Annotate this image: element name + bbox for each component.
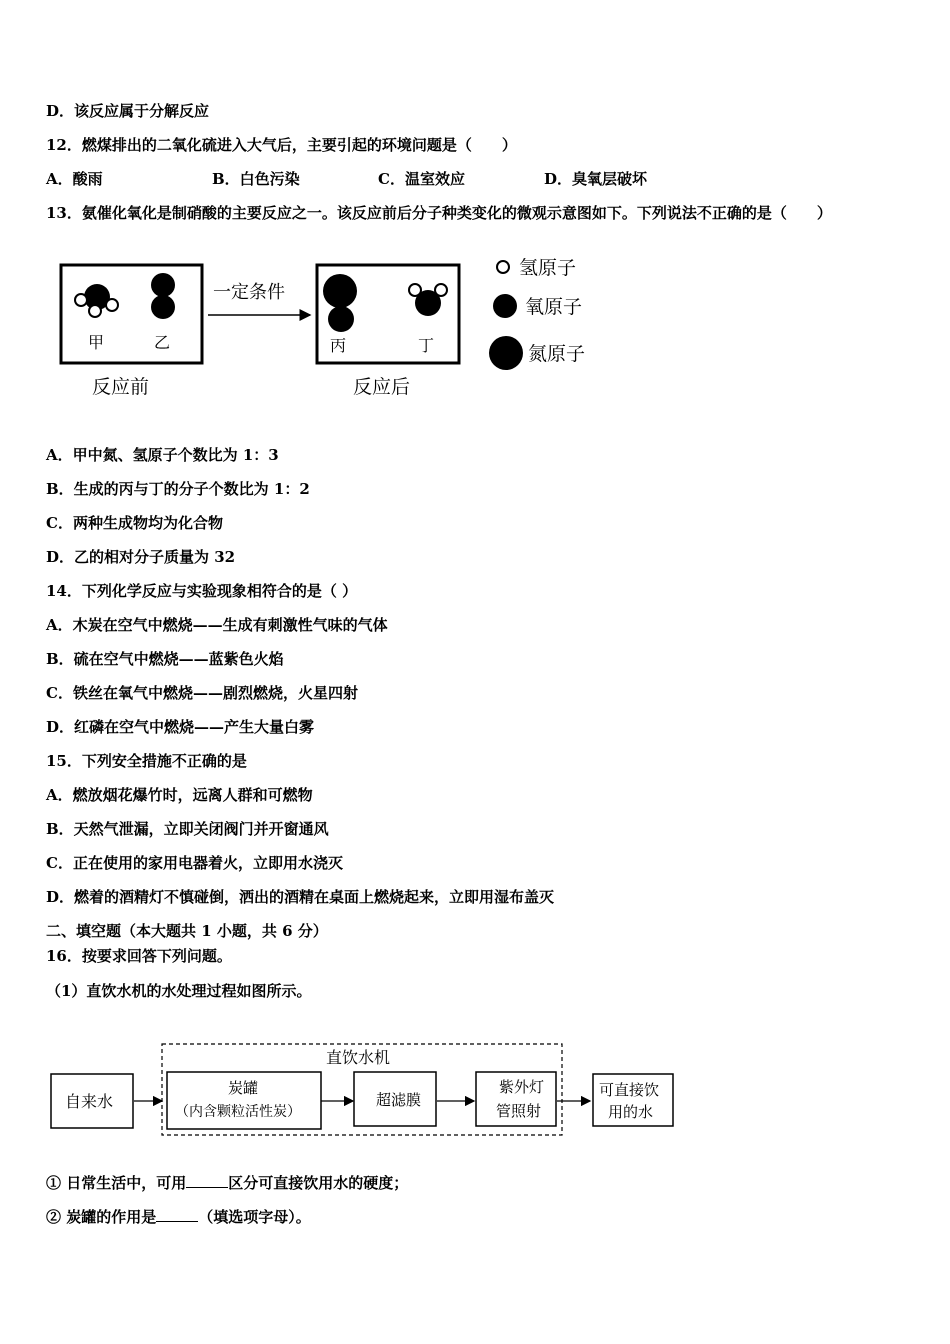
- box-tap-water-label: 自来水: [65, 1092, 114, 1111]
- legend-hydrogen: [497, 257, 576, 279]
- q12-option-c: C．温室效应: [378, 170, 465, 188]
- box-drinking-line2: 用的水: [608, 1103, 654, 1121]
- q13-option-c: C．两种生成物均为化合物: [46, 514, 223, 532]
- legend-oxygen: [493, 294, 582, 318]
- molecule-jia: [75, 284, 118, 317]
- legend-nitrogen: [489, 336, 585, 370]
- reaction-diagram: [0, 245, 640, 410]
- q16-sub1-after: 区分可直接饮用水的硬度；: [228, 1174, 409, 1192]
- q16-sub2: [46, 1207, 311, 1227]
- q12-options: [46, 169, 647, 189]
- q13-option-b: B．生成的丙与丁的分子个数比为 1：2: [46, 480, 310, 498]
- q13-stem: 13．氨催化氧化是制硝酸的主要反应之一。该反应前后分子种类变化的微观示意图如下。下列说法不正确的是（ ）: [46, 204, 832, 222]
- q16-stem: 16．按要求回答下列问题。: [46, 947, 232, 965]
- q15-option-b: B．天然气泄漏，立即关闭阀门并开窗通风: [46, 820, 329, 838]
- q12-option-a: A．酸雨: [46, 170, 103, 188]
- label-jia: 甲: [88, 333, 105, 352]
- label-ding: 丁: [418, 336, 435, 355]
- box-carbon-line1: 炭罐: [228, 1079, 259, 1097]
- q13-option-d: D．乙的相对分子质量为 32: [46, 548, 236, 566]
- q14-stem: 14．下列化学反应与实验现象相符合的是（ ）: [46, 582, 358, 600]
- box-ultrafiltration-label: 超滤膜: [376, 1091, 422, 1109]
- q14-option-d: D．红磷在空气中燃烧——产生大量白雾: [46, 718, 315, 736]
- q16-sub1-before: ① 日常生活中，可用: [46, 1174, 187, 1192]
- water-flow-diagram: [0, 1035, 700, 1145]
- q15-option-d: D．燃着的酒精灯不慎碰倒，洒出的酒精在桌面上燃烧起来，立即用湿布盖灭: [46, 888, 555, 906]
- q15-option-a: A．燃放烟花爆竹时，远离人群和可燃物: [46, 786, 313, 804]
- section-heading: 二、填空题（本大题共 1 小题，共 6 分）: [46, 922, 328, 940]
- q15-stem: 15．下列安全措施不正确的是: [46, 752, 247, 770]
- legend-oxygen-label: 氧原子: [525, 296, 583, 318]
- q16-sub2-after: （填选项字母）。: [198, 1208, 311, 1226]
- reaction-condition: 一定条件: [213, 282, 285, 303]
- q12-stem: 12．燃煤排出的二氧化硫进入大气后，主要引起的环境问题是（ ）: [46, 136, 517, 154]
- before-caption: 反应前: [92, 376, 150, 398]
- molecule-bing: [323, 274, 357, 332]
- box-uv-line1: 紫外灯: [499, 1078, 545, 1096]
- q14-option-b: B．硫在空气中燃烧——蓝紫色火焰: [46, 650, 284, 668]
- box-carbon-line2: （内含颗粒活性炭）: [175, 1104, 301, 1120]
- answer-blank-1[interactable]: [186, 1173, 228, 1188]
- label-bing: 丙: [330, 336, 347, 355]
- legend-nitrogen-label: 氮原子: [528, 343, 586, 365]
- q13-option-a: A．甲中氮、氢原子个数比为 1：3: [46, 446, 279, 464]
- q15-option-c: C．正在使用的家用电器着火，立即用水浇灭: [46, 854, 343, 872]
- q16-sub1: [46, 1173, 408, 1193]
- molecule-yi: [151, 273, 175, 319]
- q11-option-d: D．该反应属于分解反应: [46, 102, 210, 120]
- q14-option-c: C．铁丝在氧气中燃烧——剧烈燃烧，火星四射: [46, 684, 358, 702]
- q12-option-d: D．臭氧层破坏: [544, 170, 648, 188]
- q16-sub2-before: ② 炭罐的作用是: [46, 1208, 157, 1226]
- legend-hydrogen-label: 氢原子: [519, 257, 577, 279]
- machine-label: 直饮水机: [326, 1048, 391, 1067]
- label-yi: 乙: [154, 333, 171, 352]
- answer-blank-2[interactable]: [156, 1207, 198, 1222]
- q12-option-b: B．白色污染: [212, 170, 300, 188]
- molecule-ding: [409, 284, 447, 316]
- box-uv-line2: 管照射: [496, 1102, 542, 1120]
- box-drinking-line1: 可直接饮: [599, 1081, 660, 1099]
- q14-option-a: A．木炭在空气中燃烧——生成有刺激性气味的气体: [46, 616, 388, 634]
- q16-part1: （1）直饮水机的水处理过程如图所示。: [46, 982, 312, 1000]
- after-caption: 反应后: [353, 376, 411, 398]
- before-box: [61, 265, 202, 363]
